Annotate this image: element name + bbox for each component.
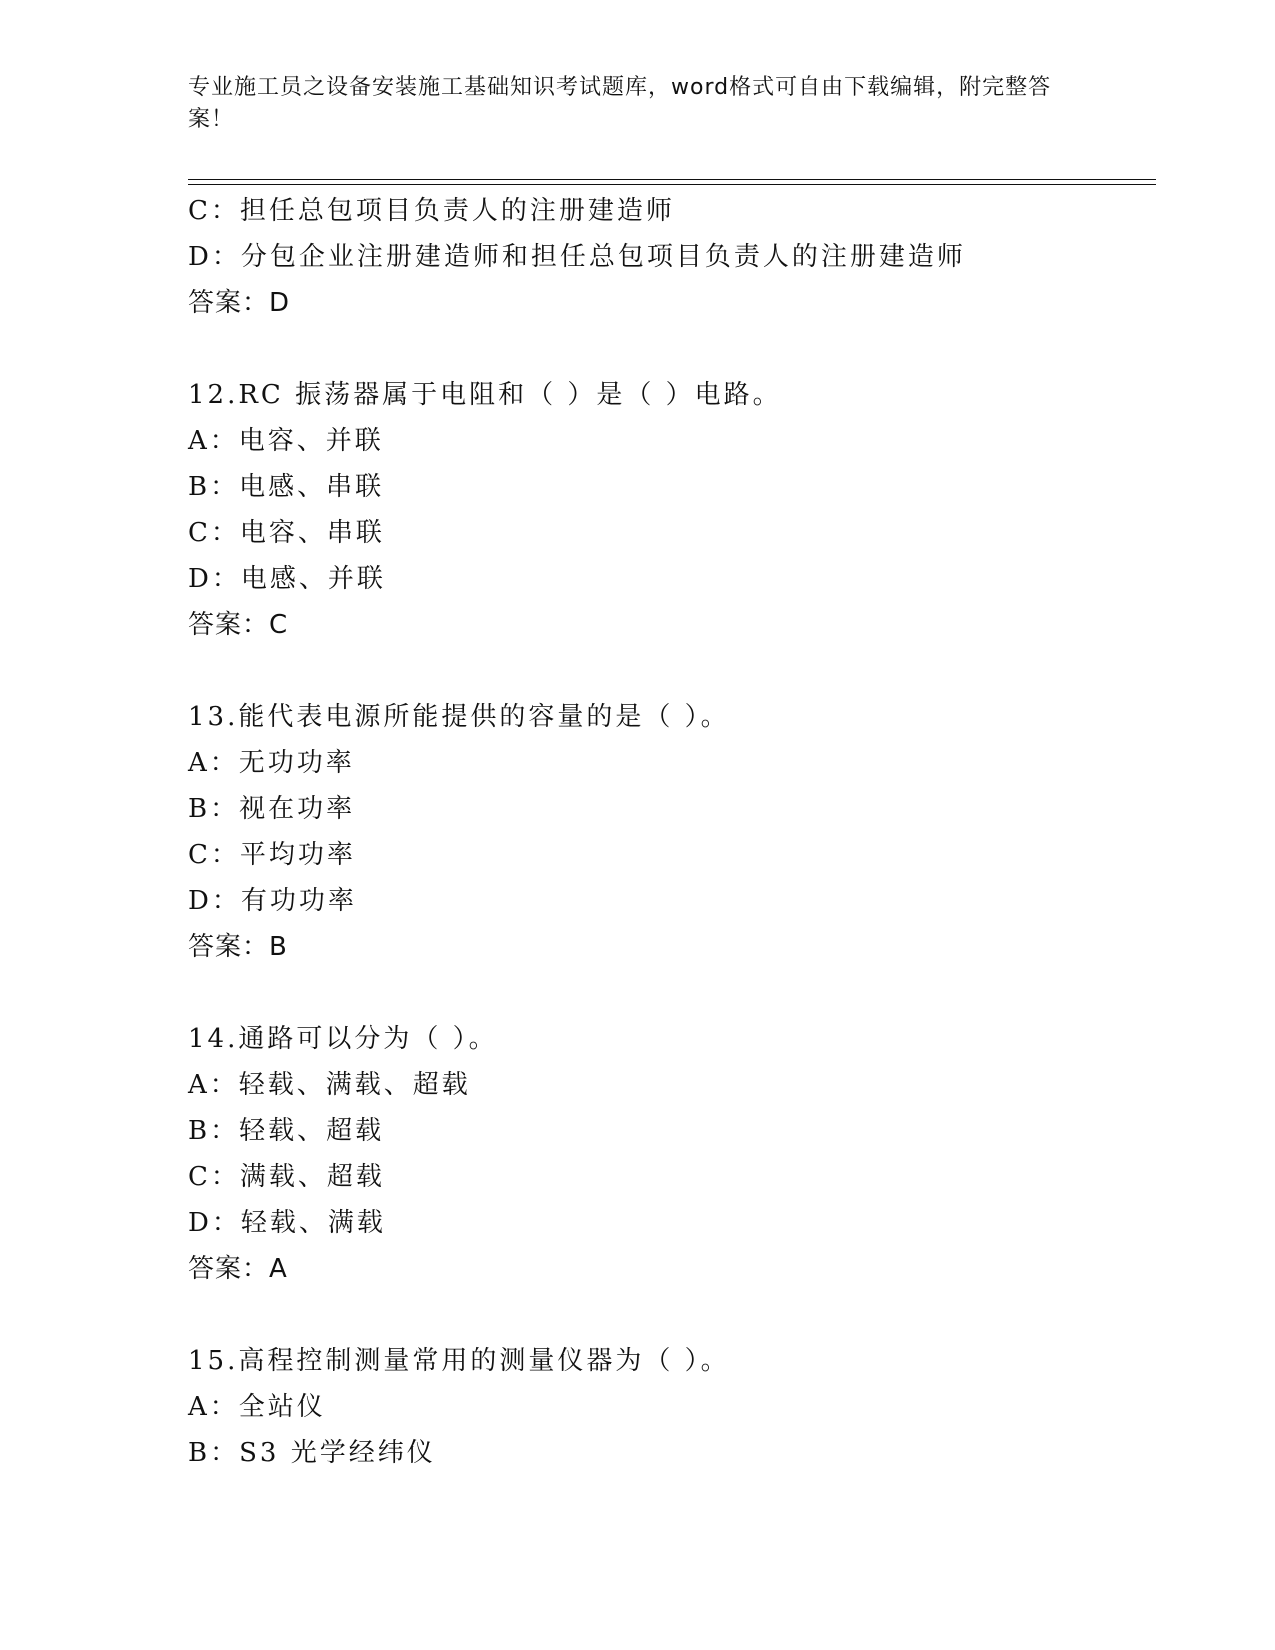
- question-stem: 13.能代表电源所能提供的容量的是（ ）。: [188, 702, 730, 732]
- question-stem: 12.RC 振荡器属于电阻和（ ）是（ ）电路。: [188, 380, 782, 410]
- question-12: [188, 372, 1148, 648]
- question-15: [188, 1338, 1148, 1476]
- answer-line: 答案：B: [188, 932, 288, 962]
- option-b: B：视在功率: [188, 794, 356, 824]
- question-13: [188, 694, 1148, 970]
- question-14: [188, 1016, 1148, 1292]
- option-c: C：平均功率: [188, 840, 356, 870]
- option-a: A：电容、并联: [188, 426, 384, 456]
- option-c: C：满载、超载: [188, 1162, 385, 1192]
- answer-line: 答案：D: [188, 288, 291, 318]
- header-divider-top: [188, 179, 1156, 180]
- answer-line: 答案：A: [188, 1254, 288, 1284]
- option-a: A：全站仪: [188, 1392, 326, 1422]
- question-list: [188, 188, 1148, 1476]
- option-d: D：轻载、满载: [188, 1208, 386, 1238]
- answer-line: 答案：C: [188, 610, 289, 640]
- question-stem: 15.高程控制测量常用的测量仪器为（ ）。: [188, 1346, 730, 1376]
- option-b: B：轻载、超载: [188, 1116, 385, 1146]
- option-d: D：分包企业注册建造师和担任总包项目负责人的注册建造师: [188, 242, 966, 272]
- option-d: D：电感、并联: [188, 564, 386, 594]
- continued-question: [188, 188, 1148, 326]
- option-a: A：轻载、满载、超载: [188, 1070, 471, 1100]
- option-a: A：无功功率: [188, 748, 355, 778]
- option-c: C：担任总包项目负责人的注册建造师: [188, 196, 675, 226]
- option-c: C：电容、串联: [188, 518, 385, 548]
- question-stem: 14.通路可以分为（ ）。: [188, 1024, 498, 1054]
- option-d: D：有功功率: [188, 886, 357, 916]
- option-b: B：S3 光学经纬仪: [188, 1438, 436, 1468]
- document-header: 专业施工员之设备安装施工基础知识考试题库，word格式可自由下载编辑，附完整答案！: [188, 75, 1052, 132]
- header-divider-bottom: [188, 184, 1156, 185]
- option-b: B：电感、串联: [188, 472, 385, 502]
